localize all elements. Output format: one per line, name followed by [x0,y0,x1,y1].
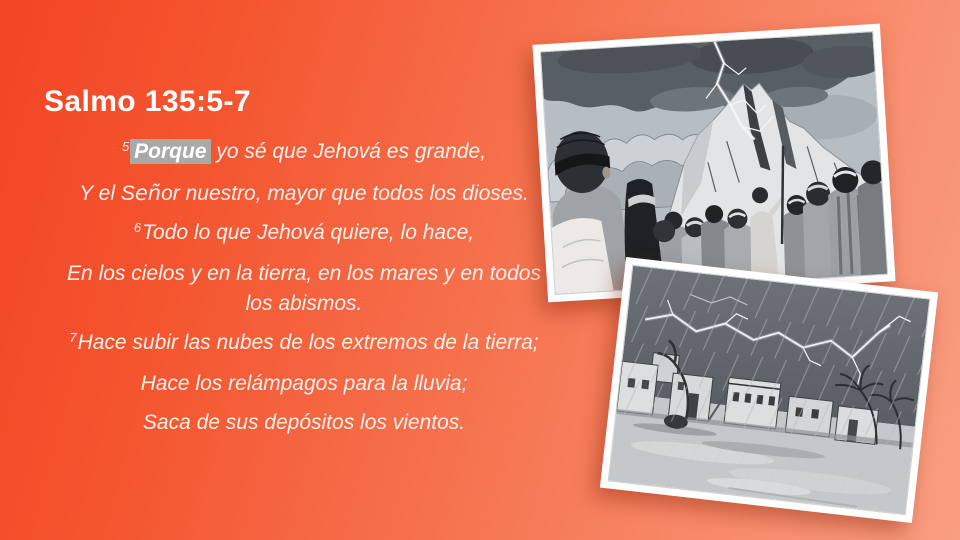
verse-line [65,178,543,209]
verse-text [65,137,543,438]
verse-line-text: or nuestro, mayor que todos los dioses. [161,182,529,205]
verse-number: 6 [133,220,142,235]
verse-line-text: En los cielos y en la tierra, en los mares y en todos los abismos. [67,262,541,315]
verse-line [65,369,543,399]
verse-line-text: Y el S [79,182,135,205]
verse-line [65,328,543,360]
verse-line [65,137,543,169]
verse-number: 5 [121,139,130,154]
page-title: Salmo 135:5-7 [44,85,251,118]
verse-line-text: Saca de sus depósitos los vientos. [142,411,466,434]
verse-content-block [30,84,578,447]
verse-line-text: Hace los relámpagos para la lluvia; [140,372,468,395]
verse-line-text: yo sé que Jehová es grande, [210,140,487,163]
verse-line [65,218,543,250]
verse-line-text: eñ [134,181,162,205]
village-storm-rain-illustration [600,257,938,523]
verse-line [65,408,543,438]
verse-line [65,259,543,319]
verse-number: 7 [69,330,77,345]
sinai-crowd-lightning-illustration [532,24,895,303]
verse-line-text: Hace subir las nubes de los extremos de la tierra; [77,331,539,354]
sinai-illustration-svg [540,31,888,295]
village-illustration-svg [608,265,931,516]
highlighted-word: Porque [130,139,210,164]
verse-line-text: Todo lo que Jehová quiere, lo hace, [142,221,475,244]
